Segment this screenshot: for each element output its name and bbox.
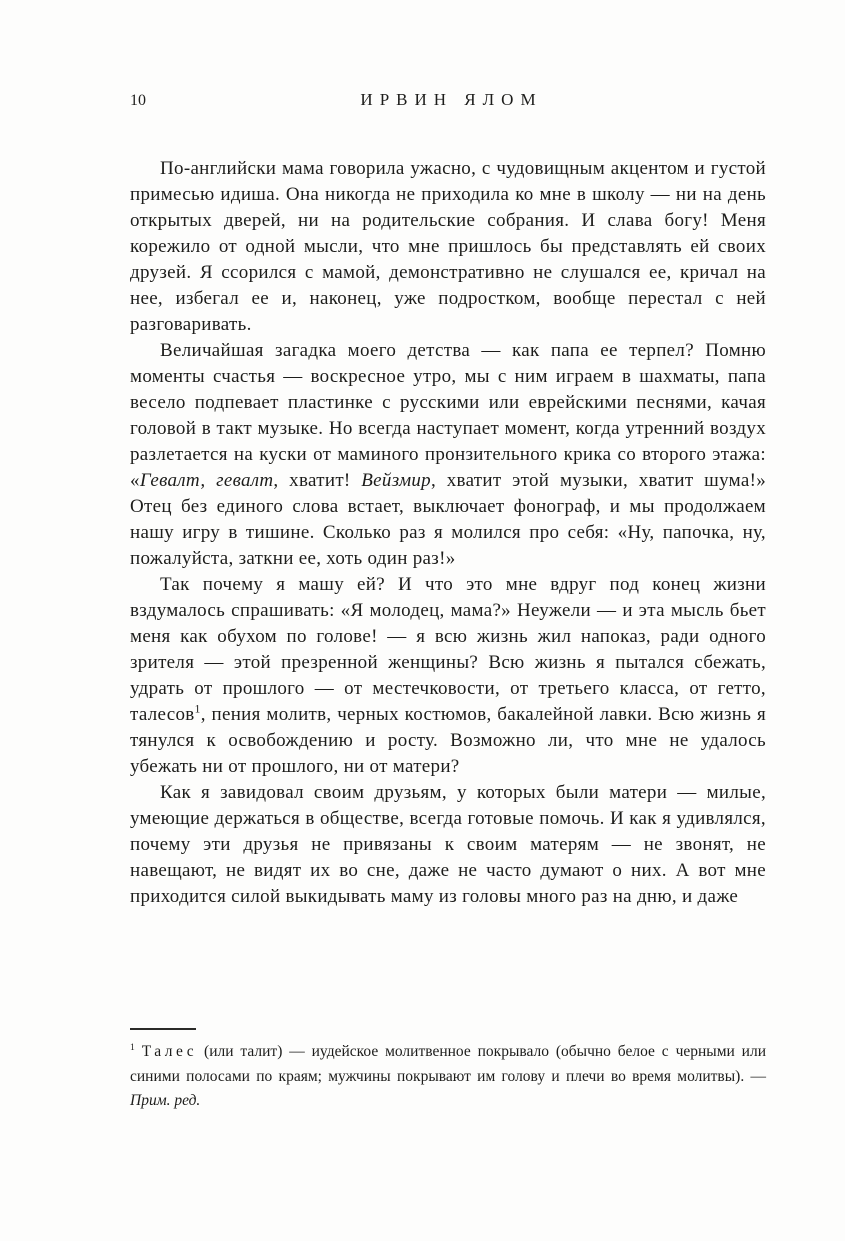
text-segment: Величайшая загадка моего детства — как папа ее терпел? Помню моменты счастья — воскресное утро, мы с ним играем в шахматы, папа весело подпевает пластинке с русскими или еврейскими песнями, качая головой в такт музыке. Но всегда наступает момент, когда утренний воздух разлетается на куски от маминого пронзительного крика со второго этажа: « [130, 340, 766, 491]
text-segment: Так почему я машу ей? И что это мне вдруг под конец жизни вздумалось спрашивать: «Я молодец, мама?» Неужели — и эта мысль бьет меня как обухом по голове! — я всю жизнь жил напоказ, ради одного зрителя — этой презренной женщины? Всю жизнь я пытался сбежать, удрать от прошлого — от местечковости, от третьего класса, от гетто, талесов [130, 574, 766, 725]
paragraph-1: По-английски мама говорила ужасно, с чудовищным акцентом и густой примесью идиша. Она никогда не приходила ко мне в школу — ни на день открытых дверей, ни на родительские собрания. И слава богу! Меня корежило от одной мысли, что мне пришлось бы представлять ей своих друзей. Я ссорился с мамой, демонстративно не слушался ее, кричал на нее, избегал ее и, наконец, уже подростком, вообще перестал с ней разговаривать. [130, 158, 766, 335]
running-title: ИРВИН ЯЛОМ [360, 90, 543, 109]
footnote-term: Талес [141, 1043, 198, 1060]
footnote-separator-rule [130, 1028, 196, 1030]
paragraph-3 [130, 572, 766, 780]
footnote-area [130, 1028, 766, 1114]
italic-phrase-gevalt: Гевалт, гевалт [139, 470, 274, 491]
text-segment: , хватит этой музыки, хватит шума!» Отец без единого слова встает, выключает фонограф, и мы продолжаем нашу игру в тишине. Сколько раз я молился про себя: «Ну, папочка, ну, пожалуйста, заткни ее, хоть один раз!» [130, 470, 766, 569]
footnote-attribution: Прим. ред. [130, 1092, 201, 1109]
footnote-number: 1 [130, 1041, 135, 1053]
page-header [130, 90, 766, 112]
text-segment: , хватит! [273, 470, 362, 491]
footnote-reference-marker: 1 [194, 702, 201, 716]
paragraph-4: Как я завидовал своим друзьям, у которых были матери — милые, умеющие держаться в обществе, всегда готовые помочь. И как я удивлялся, почему эти друзья не привязаны к своим матерям — не звонят, не навещают, не видят их во сне, даже не часто думают о них. А вот мне приходится силой выкидывать маму из головы много раз на дню, и даже [130, 782, 766, 907]
page-number: 10 [130, 92, 146, 109]
italic-phrase-veizmir: Вейзмир [361, 470, 431, 491]
text-segment: , пения молитв, черных костюмов, бакалейной лавки. Всю жизнь я тянулся к освобождению и росту. Возможно ли, что мне не удалось убежать ни от прошлого, ни от матери? [130, 704, 766, 777]
body-text [130, 156, 766, 910]
footnote-definition: (или талит) — иудейское молитвенное покрывало (обычно белое с черными или синими полосами по краям; мужчины покрывают им голову и плечи во время молитвы). — [130, 1043, 767, 1085]
footnote-text [130, 1040, 766, 1114]
paragraph-2 [130, 338, 766, 572]
